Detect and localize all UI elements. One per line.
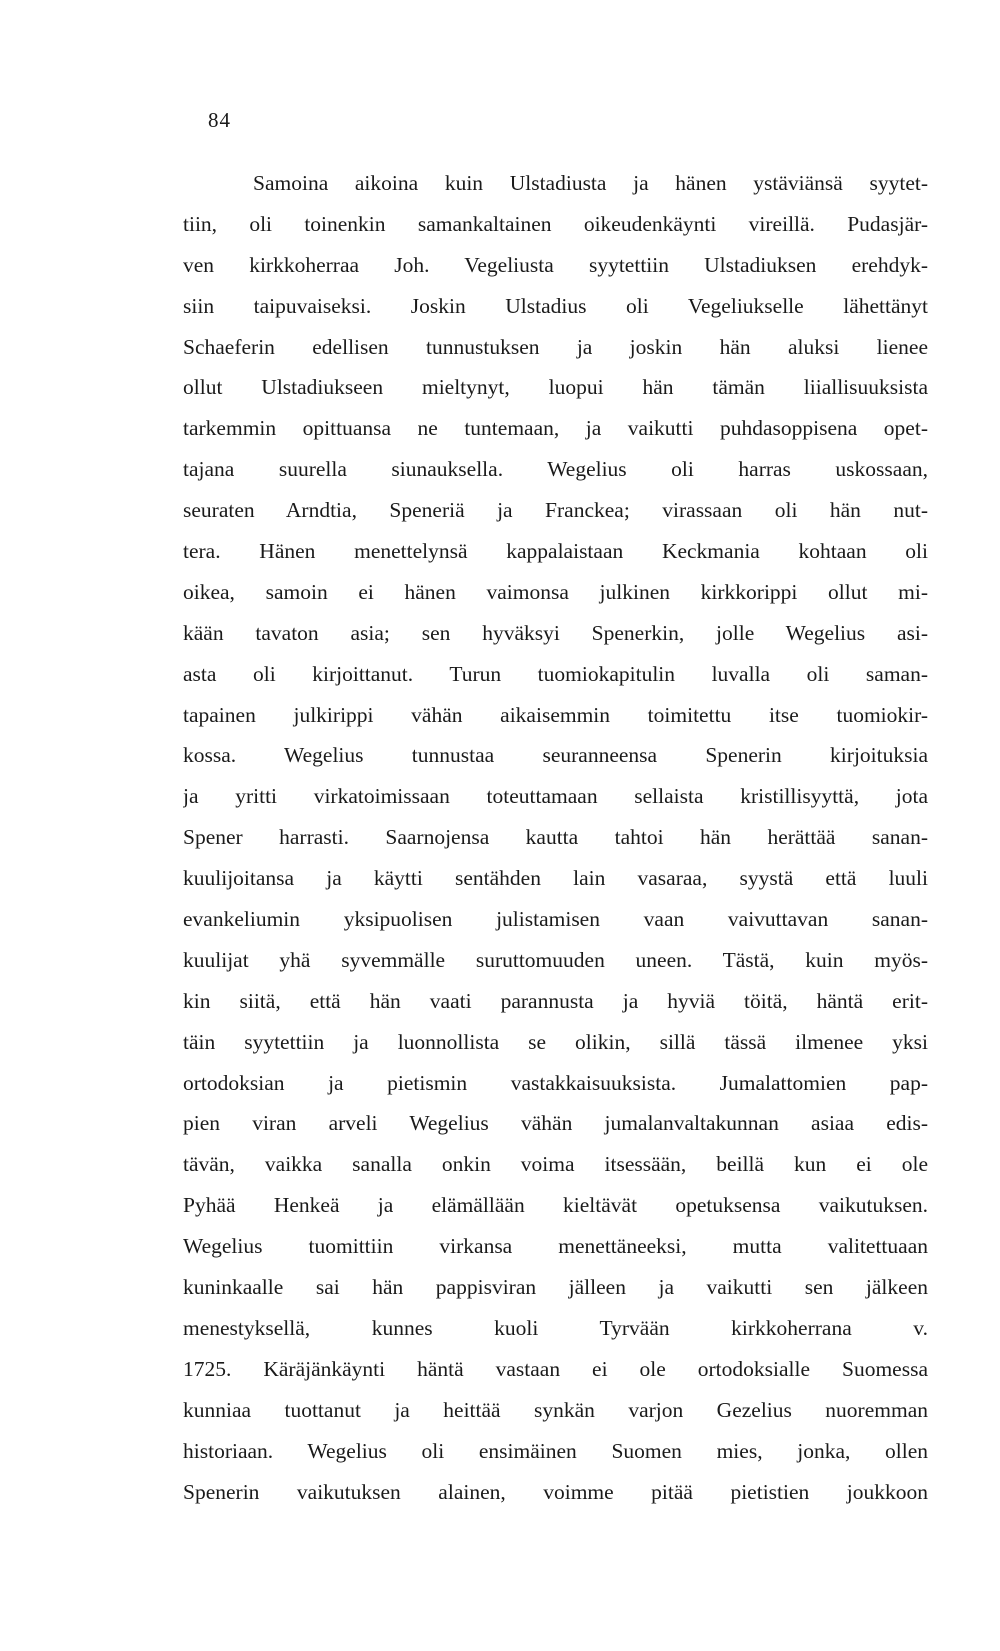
text-line: Spenerin vaikutuksen alainen, voimme pitää pietistien joukkoon: [183, 1479, 928, 1504]
text-line: evankeliumin yksipuolisen julistamisen vaan vaivuttavan sanan-: [183, 907, 928, 932]
text-line: kuulijoitansa ja käytti sentähden lain vasaraa, syystä että luuli: [183, 866, 928, 891]
text-line: ortodoksian ja pietismin vastakkaisuuksista. Jumalattomien pap-: [183, 1070, 928, 1095]
text-line: seuraten Arndtia, Speneriä ja Franckea; virassaan oli hän nut-: [183, 498, 928, 523]
text-line: asta oli kirjoittanut. Turun tuomiokapitulin luvalla oli saman-: [183, 661, 928, 686]
text-line: tarkemmin opittuansa ne tuntemaan, ja vaikutti puhdasoppisena opet-: [183, 416, 928, 441]
body-text: [183, 163, 928, 1512]
text-line: kin siitä, että hän vaati parannusta ja hyviä töitä, häntä erit-: [183, 988, 928, 1013]
text-line: tiin, oli toinenkin samankaltainen oikeudenkäynti vireillä. Pudasjär-: [183, 211, 928, 236]
text-line: ja yritti virkatoimissaan toteuttamaan sellaista kristillisyyttä, jota: [183, 784, 928, 809]
text-line: siin taipuvaiseksi. Joskin Ulstadius oli Vegeliukselle lähettänyt: [183, 293, 928, 318]
text-line: ven kirkkoherraa Joh. Vegeliusta syytettiin Ulstadiuksen erehdyk-: [183, 252, 928, 277]
text-line: kuulijat yhä syvemmälle suruttomuuden uneen. Tästä, kuin myös-: [183, 947, 928, 972]
text-line: täin syytettiin ja luonnollista se olikin, sillä tässä ilmenee yksi: [183, 1029, 928, 1054]
text-line: kuninkaalle sai hän pappisviran jälleen ja vaikutti sen jälkeen: [183, 1275, 928, 1300]
text-line: pien viran arveli Wegelius vähän jumalanvaltakunnan asiaa edis-: [183, 1111, 928, 1136]
text-line: historiaan. Wegelius oli ensimäinen Suomen mies, jonka, ollen: [183, 1438, 928, 1463]
page-number: 84: [208, 108, 231, 132]
text-line: Pyhää Henkeä ja elämällään kieltävät opetuksensa vaikutuksen.: [183, 1193, 928, 1218]
text-line: Samoina aikoina kuin Ulstadiusta ja hänen ystäviänsä syytet-: [253, 171, 928, 195]
text-line: ollut Ulstadiukseen mieltynyt, luopui hän tämän liiallisuuksista: [183, 375, 928, 400]
text-line: tera. Hänen menettelynsä kappalaistaan Keckmania kohtaan oli: [183, 539, 928, 564]
text-line: Wegelius tuomittiin virkansa menettäneeksi, mutta valitettuaan: [183, 1234, 928, 1259]
text-line: tapainen julkirippi vähän aikaisemmin toimitettu itse tuomiokir-: [183, 702, 928, 727]
text-line: oikea, samoin ei hänen vaimonsa julkinen kirkkorippi ollut mi-: [183, 579, 928, 604]
text-line: kossa. Wegelius tunnustaa seuranneensa Spenerin kirjoituksia: [183, 743, 928, 768]
text-line: kään tavaton asia; sen hyväksyi Spenerkin, jolle Wegelius asi-: [183, 620, 928, 645]
text-line: 1725. Käräjänkäynti häntä vastaan ei ole ortodoksialle Suomessa: [183, 1356, 928, 1381]
text-line: kunniaa tuottanut ja heittää synkän varjon Gezelius nuoremman: [183, 1397, 928, 1422]
text-line: tajana suurella siunauksella. Wegelius oli harras uskossaan,: [183, 457, 928, 482]
text-line: Spener harrasti. Saarnojensa kautta tahtoi hän herättää sanan-: [183, 825, 928, 850]
text-line: menestyksellä, kunnes kuoli Tyrvään kirkkoherrana v.: [183, 1315, 928, 1340]
text-line: tävän, vaikka sanalla onkin voima itsessään, beillä kun ei ole: [183, 1152, 928, 1177]
text-line: Schaeferin edellisen tunnustuksen ja joskin hän aluksi lienee: [183, 334, 928, 359]
